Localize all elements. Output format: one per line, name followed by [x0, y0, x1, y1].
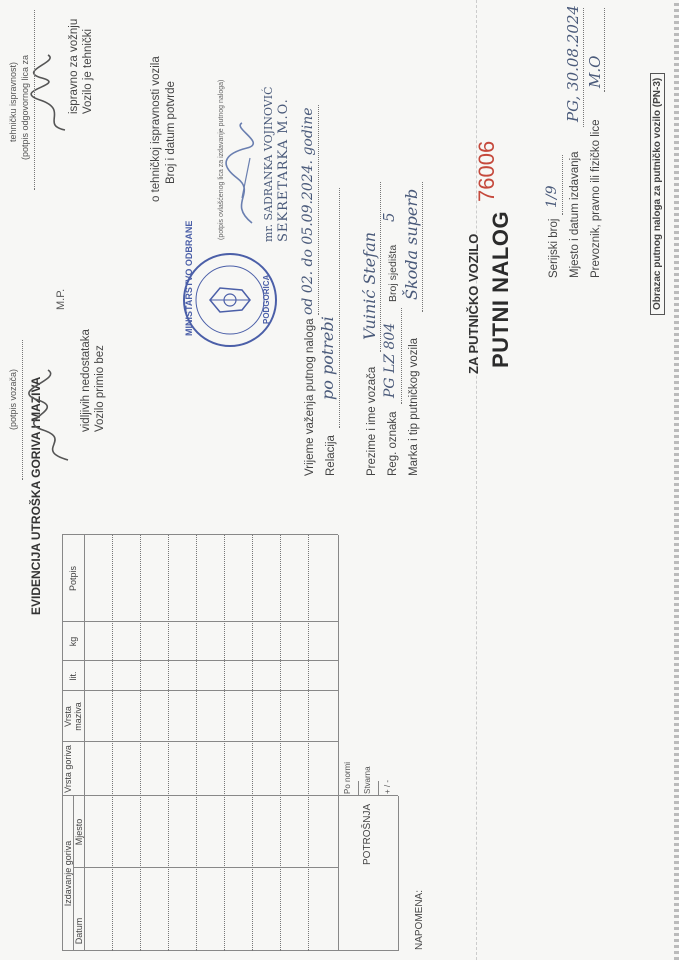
validity-value: od 02. do 05.09.2024. godine: [300, 107, 316, 315]
issue-place-label: Mjesto i datum izdavanja: [569, 151, 581, 278]
seats-label: Broj sjedišta: [387, 244, 399, 302]
consumption-actual: Stvarna: [363, 766, 372, 794]
seats-value: 5: [380, 212, 398, 222]
tech-cert-label-2: o tehničkoj ispravnosti vozila: [150, 56, 162, 202]
driver-value: Vuinić Stefan: [360, 231, 379, 340]
vehicle-ok-2: ispravno za vožnju: [68, 18, 80, 114]
secretary-title: SEKRETARKA M.O.: [276, 98, 291, 242]
driver-label: Prezime i ime vozača: [366, 366, 378, 476]
consumption-label: POTROŠNJA: [362, 803, 373, 865]
serial-value: 1/9: [544, 185, 560, 208]
fuel-evidence-title: EVIDENCIJA UTROŠKA GORIVA I MAZIVA: [29, 376, 43, 615]
vehicle-model-label: Marka i tip putničkog vozila: [408, 337, 420, 476]
col-lubricant-type: Vrsta maziva: [63, 702, 83, 731]
vehicle-model-value: Škoda superb: [402, 188, 421, 300]
issue-place-value: PG, 30.08.2024: [564, 5, 582, 122]
col-date: Datum: [74, 917, 84, 945]
col-liters: lit.: [68, 671, 78, 681]
tech-cert-label-1: Broj i datum potvrde: [165, 81, 177, 184]
perforated-edge: [674, 0, 679, 960]
order-subtitle: ZA PUTNIČKO VOZILO: [466, 233, 481, 374]
route-value: po potrebi: [318, 316, 337, 400]
stamp-bottom-text: PODGORICA: [262, 274, 271, 324]
driver-signature: [28, 360, 78, 470]
consumption-norm: Po normi: [343, 761, 352, 794]
tech-signature-caption-1: (potpis odgovornog lica za: [20, 54, 30, 160]
tech-signature: [30, 50, 75, 140]
serial-label: Serijski broj: [548, 218, 560, 278]
carrier-value: M.O: [586, 55, 604, 88]
form-code-box: Obrazac putnog naloga za putničko vozilo (PN-3): [650, 73, 665, 315]
driver-received-2: vidljivih nedostataka: [80, 329, 92, 432]
tech-signature-caption-2: tehničku ispravnost): [8, 61, 18, 142]
issuer-signature-caption: (potpis ovlašćenog lica za izdavanje putnog naloga): [218, 79, 225, 240]
note-label: NAPOMENA:: [414, 889, 425, 950]
driver-received-1: Vozilo primio bez: [94, 345, 106, 432]
reg-label: Reg. oznaka: [387, 411, 399, 476]
mp-label: M.P.: [55, 288, 67, 310]
col-signature: Potpis: [68, 566, 78, 592]
carrier-label: Prevoznik, pravno ili fizičko lice: [590, 119, 602, 278]
secretary-name: mr. SADRANKA VOJINOVIĆ: [262, 86, 275, 242]
stamp-top-text: MINISTARSTVO ODBRANE: [184, 220, 194, 336]
validity-label: Vrijeme važenja putnog naloga: [304, 318, 316, 476]
vehicle-ok-1: Vozilo je tehnički: [82, 28, 94, 114]
issuer-signature: [222, 118, 262, 228]
reg-value: PG LZ 804: [382, 322, 398, 398]
order-title: PUTNI NALOG: [488, 210, 513, 368]
route-label: Relacija: [325, 435, 337, 476]
col-kg: kg: [68, 636, 78, 647]
col-place: Mjesto: [74, 818, 84, 846]
consumption-diff: + / -: [383, 779, 392, 794]
col-fuel-type: Vrsta goriva: [63, 745, 73, 793]
driver-signature-caption: (potpis vozača): [8, 368, 18, 430]
order-serial-number: 76006: [474, 140, 499, 202]
col-issuance: Izdavanje goriva: [63, 840, 73, 907]
